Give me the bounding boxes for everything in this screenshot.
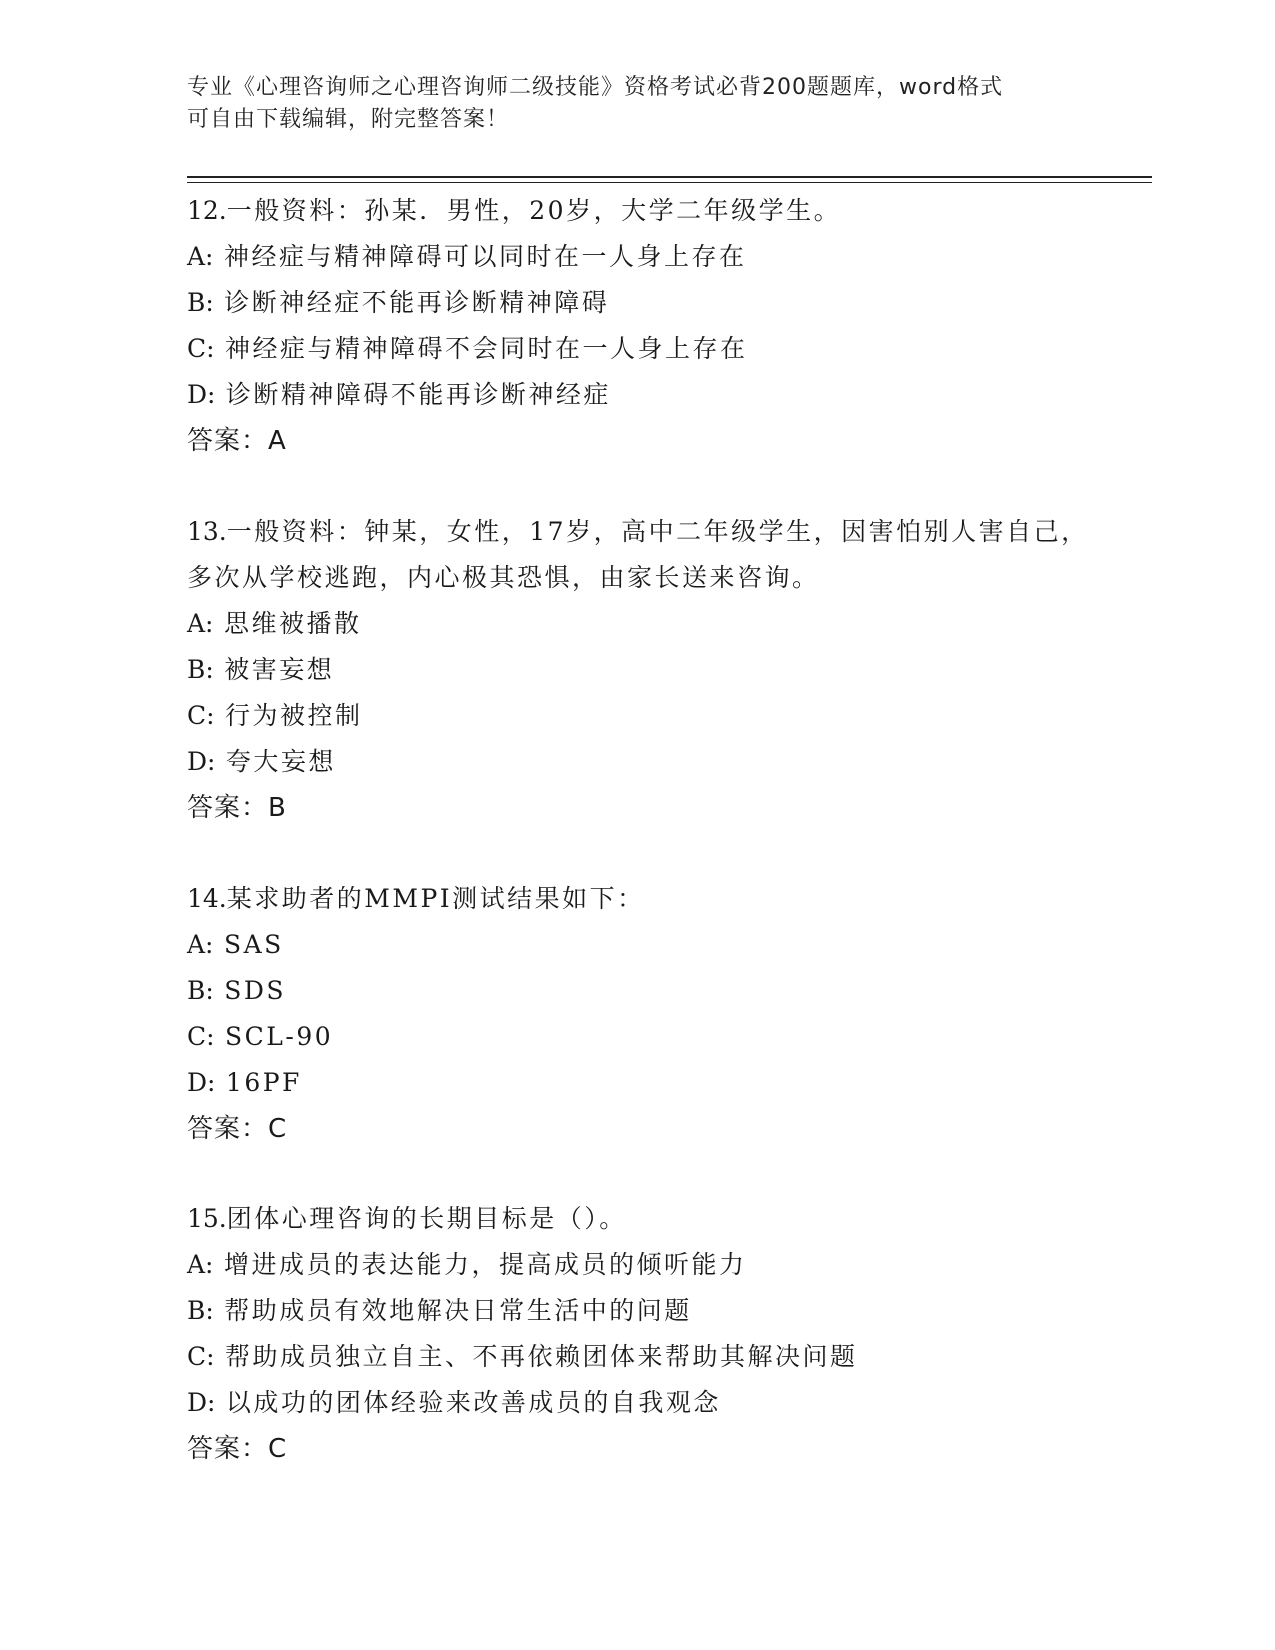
question-text: 一般资料：孙某．男性，20岁，大学二年级学生。 xyxy=(226,196,842,225)
answer-label: 答案：A xyxy=(187,426,287,456)
option-letter: C: xyxy=(187,334,215,363)
question-number: 15. xyxy=(187,1204,227,1233)
option-text: 被害妄想 xyxy=(224,655,335,684)
option-letter: A: xyxy=(187,930,214,959)
question-number: 14. xyxy=(187,884,227,913)
option-b xyxy=(187,968,1107,1014)
option-letter: C: xyxy=(187,701,215,730)
question-number: 12. xyxy=(187,196,227,225)
question-12 xyxy=(187,188,1107,464)
option-letter: D: xyxy=(187,1388,216,1417)
option-text: 行为被控制 xyxy=(225,701,363,730)
question-stem xyxy=(187,1196,1107,1242)
question-number: 13. xyxy=(187,517,227,546)
option-letter: D: xyxy=(187,1068,216,1097)
option-text: SAS xyxy=(223,930,284,959)
option-a xyxy=(187,922,1107,968)
option-d xyxy=(187,372,1107,418)
option-d xyxy=(187,1060,1107,1106)
option-text: 帮助成员有效地解决日常生活中的问题 xyxy=(224,1296,692,1325)
header-line-1: 专业《心理咨询师之心理咨询师二级技能》资格考试必背200题题库，word格式 xyxy=(187,75,1004,100)
option-text: 帮助成员独立自主、不再依赖团体来帮助其解决问题 xyxy=(225,1342,858,1371)
option-text: 增进成员的表达能力，提高成员的倾听能力 xyxy=(223,1250,747,1279)
answer-label: 答案：B xyxy=(187,793,287,823)
option-a xyxy=(187,1242,1107,1288)
question-text: 某求助者的MMPI测试结果如下： xyxy=(226,884,645,913)
option-letter: B: xyxy=(187,288,214,317)
option-c xyxy=(187,693,1107,739)
option-b xyxy=(187,1288,1107,1334)
option-text: 思维被播散 xyxy=(223,609,362,638)
question-text: 团体心理咨询的长期目标是（）。 xyxy=(226,1204,627,1233)
question-stem xyxy=(187,509,1107,601)
question-text: 一般资料：钟某，女性，17岁，高中二年级学生，因害怕别人害自己，多次从学校逃跑，内心极其恐惧，由家长送来咨询。 xyxy=(187,517,1089,592)
question-14 xyxy=(187,876,1107,1152)
option-text: SCL-90 xyxy=(225,1022,334,1051)
option-text: 诊断神经症不能再诊断精神障碍 xyxy=(224,288,610,317)
option-text: 夸大妄想 xyxy=(225,747,336,776)
option-letter: D: xyxy=(187,747,216,776)
option-letter: A: xyxy=(187,242,214,271)
document-header xyxy=(187,72,1087,136)
option-text: 神经症与精神障碍不会同时在一人身上存在 xyxy=(225,334,748,363)
option-c xyxy=(187,1014,1107,1060)
option-letter: B: xyxy=(187,976,214,1005)
option-letter: B: xyxy=(187,1296,214,1325)
option-letter: C: xyxy=(187,1022,215,1051)
option-a xyxy=(187,601,1107,647)
option-d xyxy=(187,1380,1107,1426)
option-letter: A: xyxy=(187,1250,214,1279)
option-text: 诊断精神障碍不能再诊断神经症 xyxy=(225,380,611,409)
option-c xyxy=(187,1334,1107,1380)
option-letter: C: xyxy=(187,1342,215,1371)
option-b xyxy=(187,647,1107,693)
answer-label: 答案：C xyxy=(187,1434,288,1464)
question-13 xyxy=(187,509,1107,831)
option-text: SDS xyxy=(224,976,287,1005)
option-b xyxy=(187,280,1107,326)
header-divider-thick xyxy=(187,176,1152,178)
option-letter: A: xyxy=(187,609,214,638)
question-stem xyxy=(187,876,1107,922)
option-a xyxy=(187,234,1107,280)
header-divider-thin xyxy=(187,182,1152,183)
option-d xyxy=(187,739,1107,785)
answer-label: 答案：C xyxy=(187,1114,288,1144)
option-text: 以成功的团体经验来改善成员的自我观念 xyxy=(225,1388,721,1417)
option-text: 16PF xyxy=(225,1068,302,1097)
question-stem xyxy=(187,188,1107,234)
option-letter: D: xyxy=(187,380,216,409)
option-text: 神经症与精神障碍可以同时在一人身上存在 xyxy=(223,242,747,271)
option-c xyxy=(187,326,1107,372)
question-15 xyxy=(187,1196,1107,1472)
option-letter: B: xyxy=(187,655,214,684)
header-line-2: 可自由下载编辑，附完整答案！ xyxy=(187,107,510,132)
